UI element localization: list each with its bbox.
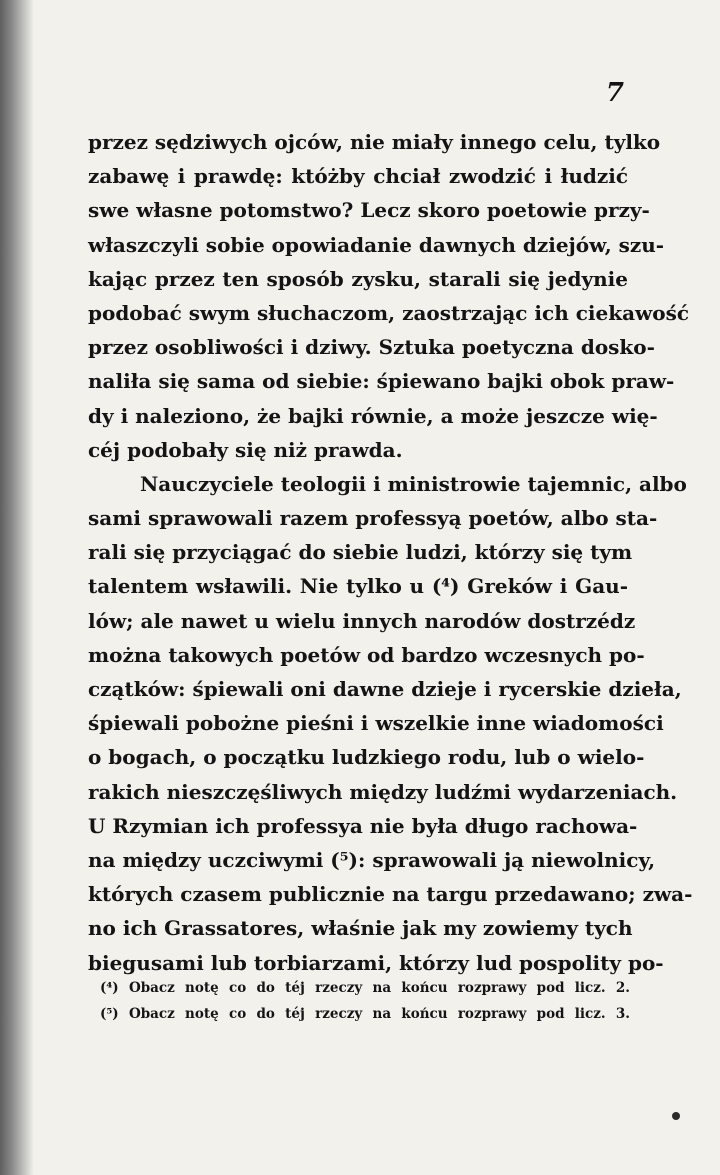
text-line: na między uczciwymi (⁵): sprawowali ją niewolnicy, xyxy=(88,847,656,872)
footnote-4: (⁴) Obacz notę co do téj rzeczy na końcu rozprawy pod licz. 2. xyxy=(100,980,630,996)
text-line: naliła się sama od siebie: śpiewano bajki obok praw- xyxy=(88,369,675,394)
text-line: zabawę i prawdę: któżby chciał zwodzić i łudzić xyxy=(88,164,628,189)
text-line: przez sędziwych ojców, nie miały innego celu, tylko xyxy=(88,130,661,154)
paragraph-start-line: Nauczyciele teologii i ministrowie tajemnic, albo xyxy=(140,471,687,496)
text-line: swe własne potomstwo? Lecz skoro poetowie przy- xyxy=(88,198,650,223)
text-line: dy i naleziono, że bajki równie, a może jeszcze wię- xyxy=(88,403,658,428)
text-line: kając przez ten sposób zysku, starali się jedynie xyxy=(88,266,628,291)
text-line: można takowych poetów od bardzo wczesnych po- xyxy=(88,642,645,667)
text-line: podobać swym słuchaczom, zaostrzając ich ciekawość xyxy=(88,300,690,325)
ink-speck xyxy=(672,1112,680,1120)
text-line: sami sprawowali razem professyą poetów, albo sta- xyxy=(88,506,658,531)
page-body-text xyxy=(88,125,693,980)
text-line: przez osobliwości i dziwy. Sztuka poetyczna dosko- xyxy=(88,335,655,360)
text-line: lów; ale nawet u wielu innych narodów dostrzédz xyxy=(88,608,636,633)
text-line: biegusami lub torbiarzami, którzy lud pospolity po- xyxy=(88,950,664,975)
text-line: rakich nieszczęśliwych między ludźmi wydarzeniach. xyxy=(88,779,678,804)
footnotes xyxy=(100,975,630,1027)
text-line: no ich Grassatores, właśnie jak my zowiemy tych xyxy=(88,916,633,941)
text-line: śpiewali pobożne pieśni i wszelkie inne wiadomości xyxy=(88,711,664,736)
footnote-5: (⁵) Obacz notę co do téj rzeczy na końcu rozprawy pod licz. 3. xyxy=(100,1006,630,1022)
text-line: o bogach, o początku ludzkiego rodu, lub o wielo- xyxy=(88,745,645,770)
paragraph-end-line: céj podobały się niż prawda. xyxy=(88,437,403,462)
text-line: czątków: śpiewali oni dawne dzieje i rycerskie dzieła, xyxy=(88,677,682,701)
text-line: właszczyli sobie opowiadanie dawnych dziejów, szu- xyxy=(88,232,665,257)
book-binding-edge xyxy=(0,0,34,1175)
text-line: których czasem publicznie na targu przedawano; zwa- xyxy=(88,882,693,907)
text-line: U Rzymian ich professya nie była długo rachowa- xyxy=(88,813,638,838)
text-line: rali się przyciągać do siebie ludzi, którzy się tym xyxy=(88,540,633,565)
page-number: 7 xyxy=(605,78,624,108)
text-line: talentem wsławili. Nie tylko u (⁴) Greków i Gau- xyxy=(88,574,628,599)
